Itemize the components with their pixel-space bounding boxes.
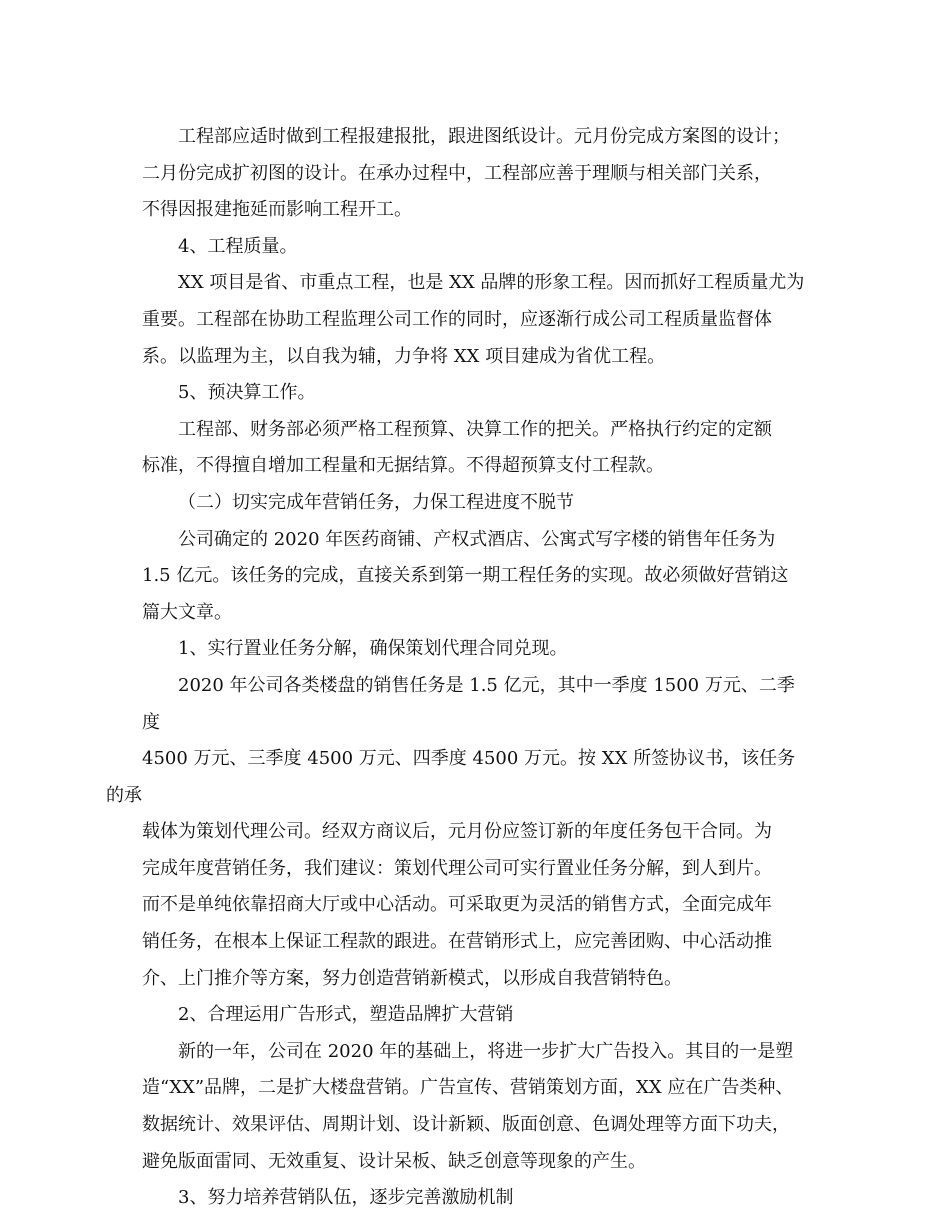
text-line: 完成年度营销任务，我们建议：策划代理公司可实行置业任务分解，到人到片。 <box>142 857 772 879</box>
body-paragraph <box>142 522 810 632</box>
subsection-heading <box>142 997 810 1034</box>
text-line: 标准，不得擅自增加工程量和无据结算。不得超预算支付工程款。 <box>142 455 664 477</box>
body-paragraph <box>142 265 810 375</box>
text-line: 二月份完成扩初图的设计。在承办过程中，工程部应善于理顺与相关部门关系， <box>142 162 772 184</box>
text-line: 不得因报建拖延而影响工程开工。 <box>142 199 412 221</box>
text-line: 4500 万元、三季度 4500 万元、四季度 4500 万元。按 XX 所签协议书，该任务的承 <box>106 748 796 806</box>
text-line: 1、实行置业任务分解，确保策划代理合同兑现。 <box>178 638 568 660</box>
body-paragraph <box>142 119 810 229</box>
text-line: 系。以监理为主，以自我为辅，力争将 XX 项目建成为省优工程。 <box>142 345 666 367</box>
text-line: 2020 年公司各类楼盘的销售任务是 1.5 亿元，其中一季度 1500 万元、二季度 <box>142 674 795 733</box>
body-paragraph <box>106 668 810 997</box>
text-line: 篇大文章。 <box>142 601 232 623</box>
subsection-heading <box>142 229 810 266</box>
text-line: 工程部应适时做到工程报建报批，跟进图纸设计。元月份完成方案图的设计； <box>178 126 790 147</box>
text-line: 而不是单纯依靠招商大厅或中心活动。可采取更为灵活的销售方式，全面完成年 <box>142 894 772 916</box>
text-line: 介、上门推介等方案，努力创造营销新模式，以形成自我营销特色。 <box>142 967 682 989</box>
document-body <box>106 119 810 1217</box>
text-line: 3、努力培养营销队伍，逐步完善激励机制 <box>178 1187 514 1209</box>
text-line: 公司确定的 2020 年医药商铺、产权式酒店、公寓式写字楼的销售年任务为 <box>178 528 776 550</box>
text-line: 造“XX”品牌，二是扩大楼盘营销。广告宣传、营销策划方面，XX 应在广告类种、 <box>142 1077 794 1099</box>
text-line: 5、预决算工作。 <box>178 382 316 404</box>
subsection-heading <box>142 631 810 668</box>
text-line: 工程部、财务部必须严格工程预算、决算工作的把关。严格执行约定的定额 <box>178 418 772 440</box>
text-line: 销任务，在根本上保证工程款的跟进。在营销形式上，应完善团购、中心活动推 <box>142 931 772 953</box>
text-line: 新的一年，公司在 2020 年的基础上，将进一步扩大广告投入。其目的一是塑 <box>178 1040 794 1062</box>
section-heading <box>142 485 810 522</box>
body-paragraph <box>142 412 810 485</box>
text-line: 4、工程质量。 <box>178 235 298 257</box>
subsection-heading <box>142 375 810 412</box>
subsection-heading <box>142 1180 810 1217</box>
text-line: 重要。工程部在协助工程监理公司工作的同时，应逐渐行成公司工程质量监督体 <box>142 308 772 330</box>
text-line: 载体为策划代理公司。经双方商议后，元月份应签订新的年度任务包干合同。为 <box>142 821 772 843</box>
body-paragraph <box>142 1034 810 1180</box>
text-line: （二）切实完成年营销任务，力保工程进度不脱节 <box>178 491 574 513</box>
text-line: 1.5 亿元。该任务的完成，直接关系到第一期工程任务的实现。故必须做好营销这 <box>142 565 789 587</box>
text-line: 2、合理运用广告形式，塑造品牌扩大营销 <box>178 1004 514 1026</box>
text-line: 数据统计、效果评估、周期计划、设计新颖、版面创意、色调处理等方面下功夫， <box>142 1114 790 1136</box>
text-line: XX 项目是省、市重点工程，也是 XX 品牌的形象工程。因而抓好工程质量尤为 <box>178 272 805 294</box>
text-line: 避免版面雷同、无效重复、设计呆板、缺乏创意等现象的产生。 <box>142 1150 646 1172</box>
